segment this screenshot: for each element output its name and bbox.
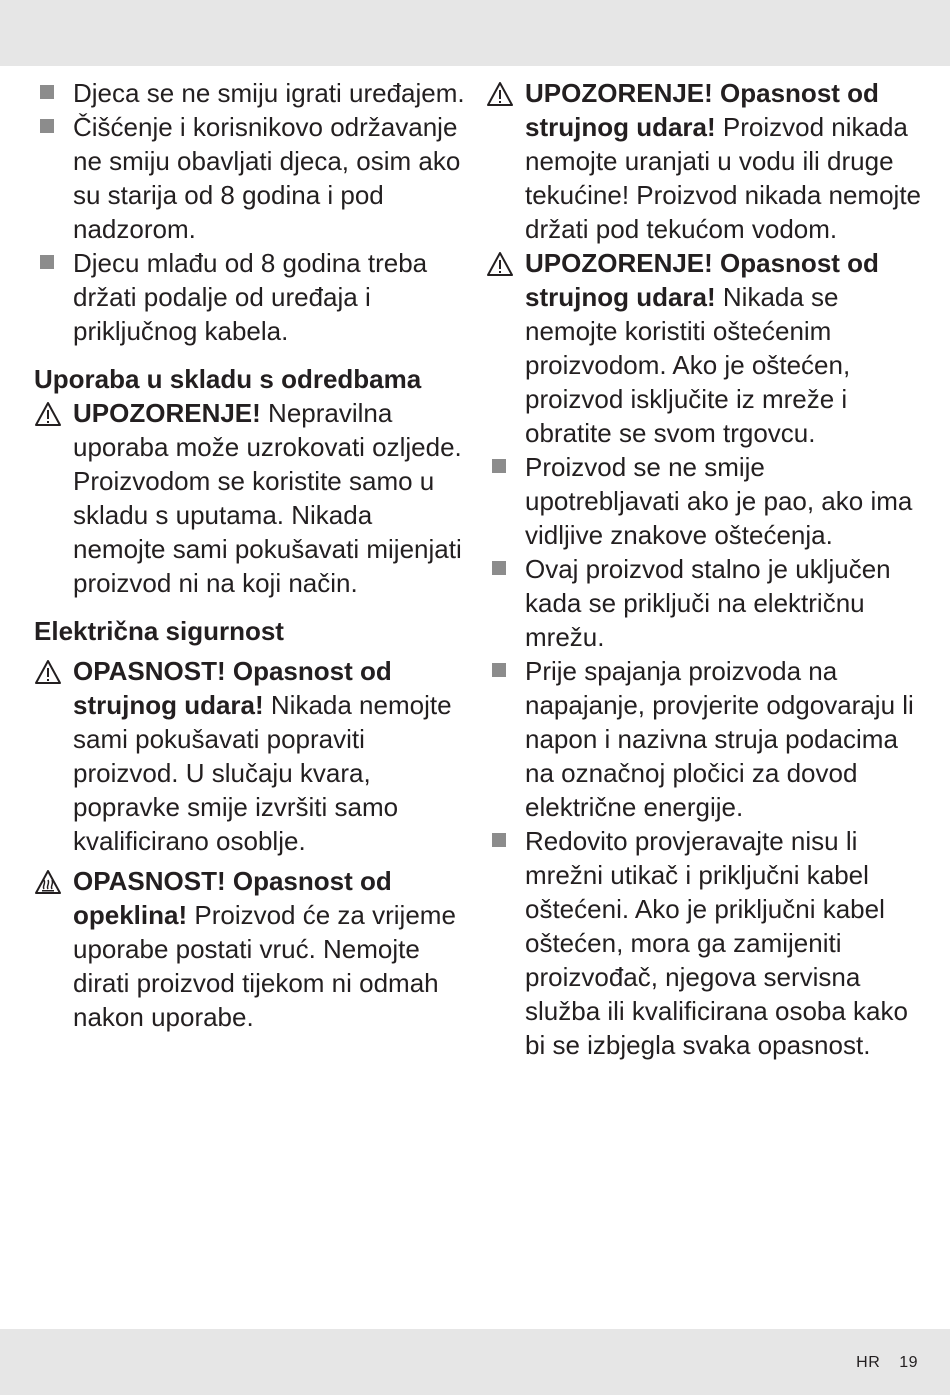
list-item — [34, 246, 470, 348]
warning-label: UPOZORENJE! Opasnost od strujnog udara! — [525, 248, 879, 312]
list-item — [34, 76, 470, 110]
warning-triangle-icon — [34, 401, 62, 427]
square-bullet-icon — [492, 663, 506, 677]
list-item-text: Djecu mlađu od 8 godina treba držati podalje od uređaja i priključnog kabela. — [73, 248, 428, 346]
danger-label: OPASNOST! Opasnost od opeklina! — [73, 866, 392, 930]
section-heading-intended-use: Uporaba u skladu s odredbama — [34, 364, 422, 394]
hot-surface-warning-icon — [34, 869, 62, 895]
list-item — [486, 552, 926, 654]
square-bullet-icon — [40, 119, 54, 133]
warning-triangle-icon — [486, 251, 514, 277]
warning-triangle-icon — [486, 81, 514, 107]
list-item — [486, 824, 926, 1062]
page-number: 19 — [899, 1354, 918, 1371]
section-heading-electrical-safety: Električna sigurnost — [34, 616, 284, 646]
page-footer — [856, 1354, 918, 1372]
square-bullet-icon — [492, 459, 506, 473]
list-item — [486, 654, 926, 824]
warning-label: UPOZORENJE! — [73, 398, 261, 428]
danger-label: OPASNOST! Opasnost od strujnog udara! — [73, 656, 392, 720]
warning-text: Proizvod nikada nemojte uranjati u vodu ili druge tekućine! Proizvod nikada nemojte držati pod tekućom vodom. — [525, 112, 922, 244]
right-column — [486, 76, 926, 1062]
warning-block — [486, 246, 926, 450]
language-code: HR — [856, 1354, 881, 1371]
left-column — [34, 76, 470, 1034]
danger-block — [34, 864, 470, 1034]
list-item-text: Ovaj proizvod stalno je uključen kada se priključi na električnu mrežu. — [525, 554, 891, 652]
square-bullet-icon — [492, 833, 506, 847]
square-bullet-icon — [40, 255, 54, 269]
list-item — [34, 110, 470, 246]
header-band — [0, 0, 950, 66]
list-item-text: Čišćenje i korisnikovo održavanje ne smiju obavljati djeca, osim ako su starija od 8 godina i pod nadzorom. — [73, 112, 461, 244]
footer-band — [0, 1329, 950, 1395]
danger-text: Nikada nemojte sami pokušavati popraviti proizvod. U slučaju kvara, popravke smije izvršiti samo kvalificirano osoblje. — [73, 690, 452, 856]
list-item-text: Redovito provjeravajte nisu li mrežni utikač i priključni kabel oštećeni. Ako je priključni kabel oštećen, mora ga zamijeniti proizvođač, njegova servisna služba ili kvalificirana osoba kako bi se izbjegla svaka opasnost. — [525, 826, 908, 1060]
warning-label: UPOZORENJE! Opasnost od strujnog udara! — [525, 78, 879, 142]
warning-text: Nikada se nemojte koristiti oštećenim proizvodom. Ako je oštećen, proizvod isključite iz mreže i obratite se svom trgovcu. — [525, 282, 851, 448]
list-item-text: Prije spajanja proizvoda na napajanje, provjerite odgovaraju li napon i nazivna struja podacima na označnoj pločici za dovod električne energije. — [525, 656, 914, 822]
warning-block — [34, 396, 470, 600]
warning-triangle-icon — [34, 659, 62, 685]
warning-text: Nepravilna uporaba može uzrokovati ozljede. Proizvodom se koristite samo u skladu s uputama. Nikada nemojte sami pokušavati mijenjati proizvod ni na koji način. — [73, 398, 462, 598]
danger-block — [34, 654, 470, 858]
square-bullet-icon — [492, 561, 506, 575]
list-item — [486, 450, 926, 552]
danger-text: Proizvod će za vrijeme uporabe postati vruć. Nemojte dirati proizvod tijekom ni odmah nakon uporabe. — [73, 900, 456, 1032]
list-item-text: Djeca se ne smiju igrati uređajem. — [73, 78, 465, 108]
list-item-text: Proizvod se ne smije upotrebljavati ako je pao, ako ima vidljive znakove oštećenja. — [525, 452, 913, 550]
square-bullet-icon — [40, 85, 54, 99]
warning-block — [486, 76, 926, 246]
